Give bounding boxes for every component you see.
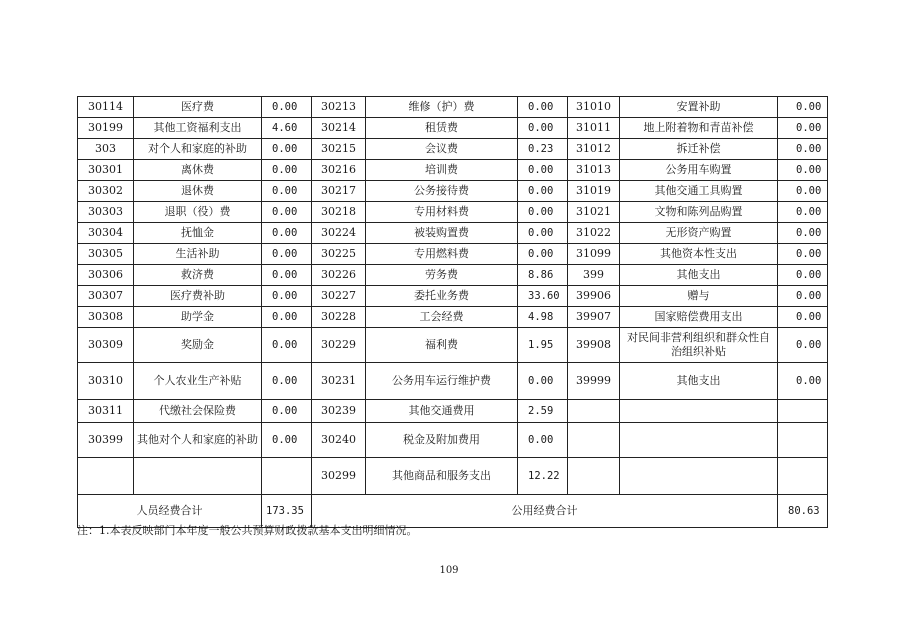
- cell-econ-code: 31011: [568, 118, 620, 139]
- cell-econ-code: [568, 458, 620, 495]
- table-row: [78, 400, 828, 423]
- cell-item-name: 国家赔偿费用支出: [620, 307, 778, 328]
- cell-econ-code: 30228: [312, 307, 366, 328]
- cell-item-name: 培训费: [366, 160, 518, 181]
- cell-item-name: 公务用车运行维护费: [366, 363, 518, 400]
- cell-amount: 0.00: [262, 307, 312, 328]
- cell-amount: 0.00: [518, 363, 568, 400]
- cell-econ-code: 30199: [78, 118, 134, 139]
- cell-amount: 0.00: [518, 223, 568, 244]
- cell-econ-code: 30302: [78, 181, 134, 202]
- cell-item-name: 劳务费: [366, 265, 518, 286]
- cell-item-name: 医疗费补助: [134, 286, 262, 307]
- cell-econ-code: 30226: [312, 265, 366, 286]
- cell-item-name: 抚恤金: [134, 223, 262, 244]
- cell-amount: 2.59: [518, 400, 568, 423]
- cell-econ-code: 30308: [78, 307, 134, 328]
- cell-item-name: 其他交通工具购置: [620, 181, 778, 202]
- cell-econ-code: 39908: [568, 328, 620, 363]
- cell-item-name: [620, 423, 778, 458]
- cell-amount: 0.00: [778, 139, 828, 160]
- cell-amount: 0.00: [262, 97, 312, 118]
- cell-item-name: 其他对个人和家庭的补助: [134, 423, 262, 458]
- cell-item-name: 公务接待费: [366, 181, 518, 202]
- cell-econ-code: 31021: [568, 202, 620, 223]
- cell-econ-code: 30225: [312, 244, 366, 265]
- cell-amount: 4.98: [518, 307, 568, 328]
- table-row: [78, 458, 828, 495]
- cell-amount: 0.00: [778, 160, 828, 181]
- cell-amount: 0.23: [518, 139, 568, 160]
- cell-econ-code: 30307: [78, 286, 134, 307]
- cell-econ-code: 30299: [312, 458, 366, 495]
- cell-econ-code: 30224: [312, 223, 366, 244]
- table-row: [78, 97, 828, 118]
- cell-item-name: 助学金: [134, 307, 262, 328]
- cell-amount: 0.00: [262, 328, 312, 363]
- table-body: [78, 97, 828, 528]
- cell-item-name: 会议费: [366, 139, 518, 160]
- cell-amount: 0.00: [778, 97, 828, 118]
- cell-amount: 0.00: [778, 244, 828, 265]
- table-row: [78, 118, 828, 139]
- cell-amount: 0.00: [778, 265, 828, 286]
- cell-econ-code: 31099: [568, 244, 620, 265]
- cell-amount: 12.22: [518, 458, 568, 495]
- table-row: [78, 223, 828, 244]
- table-row: [78, 328, 828, 363]
- cell-item-name: 公务用车购置: [620, 160, 778, 181]
- cell-amount: 0.00: [778, 181, 828, 202]
- cell-amount: 0.00: [262, 244, 312, 265]
- cell-item-name: 文物和陈列品购置: [620, 202, 778, 223]
- cell-item-name: 专用燃料费: [366, 244, 518, 265]
- cell-amount: 0.00: [262, 286, 312, 307]
- cell-amount: [262, 458, 312, 495]
- cell-item-name: [620, 458, 778, 495]
- cell-item-name: 其他工资福利支出: [134, 118, 262, 139]
- cell-item-name: 其他资本性支出: [620, 244, 778, 265]
- page-number: 109: [439, 565, 459, 576]
- cell-item-name: 其他支出: [620, 265, 778, 286]
- cell-amount: 0.00: [262, 223, 312, 244]
- cell-item-name: [620, 400, 778, 423]
- cell-econ-code: 30303: [78, 202, 134, 223]
- cell-item-name: 维修（护）费: [366, 97, 518, 118]
- cell-item-name: 个人农业生产补贴: [134, 363, 262, 400]
- cell-item-name: 其他支出: [620, 363, 778, 400]
- cell-econ-code: [568, 400, 620, 423]
- cell-econ-code: 30217: [312, 181, 366, 202]
- cell-econ-code: 30239: [312, 400, 366, 423]
- personnel-total-value: 173.35: [262, 495, 312, 528]
- cell-amount: 0.00: [518, 160, 568, 181]
- table-row: [78, 363, 828, 400]
- cell-amount: 0.00: [518, 97, 568, 118]
- cell-amount: 0.00: [262, 202, 312, 223]
- cell-amount: 8.86: [518, 265, 568, 286]
- cell-amount: 1.95: [518, 328, 568, 363]
- cell-econ-code: 31019: [568, 181, 620, 202]
- cell-econ-code: 30214: [312, 118, 366, 139]
- cell-item-name: 奖励金: [134, 328, 262, 363]
- footnote: 注：1.本表反映部门本年度一般公共预算财政拨款基本支出明细情况。: [77, 524, 418, 537]
- expenditure-table: [77, 96, 828, 528]
- cell-item-name: 退职（役）费: [134, 202, 262, 223]
- cell-econ-code: 399: [568, 265, 620, 286]
- cell-econ-code: 31013: [568, 160, 620, 181]
- cell-econ-code: 31010: [568, 97, 620, 118]
- cell-amount: 0.00: [778, 202, 828, 223]
- cell-amount: 0.00: [778, 118, 828, 139]
- cell-amount: 0.00: [778, 363, 828, 400]
- table-row: [78, 286, 828, 307]
- cell-amount: 0.00: [518, 244, 568, 265]
- cell-amount: 0.00: [262, 265, 312, 286]
- cell-item-name: 工会经费: [366, 307, 518, 328]
- cell-item-name: 委托业务费: [366, 286, 518, 307]
- cell-amount: [778, 400, 828, 423]
- public-total-label: 公用经费合计: [312, 495, 778, 528]
- cell-amount: 0.00: [518, 118, 568, 139]
- cell-item-name: 救济费: [134, 265, 262, 286]
- cell-amount: 0.00: [518, 181, 568, 202]
- cell-amount: 0.00: [778, 223, 828, 244]
- cell-item-name: 被装购置费: [366, 223, 518, 244]
- cell-econ-code: 31012: [568, 139, 620, 160]
- cell-econ-code: [78, 458, 134, 495]
- cell-econ-code: [568, 423, 620, 458]
- cell-amount: [778, 423, 828, 458]
- cell-econ-code: 30216: [312, 160, 366, 181]
- cell-amount: 0.00: [262, 139, 312, 160]
- cell-item-name: 离休费: [134, 160, 262, 181]
- cell-econ-code: 30240: [312, 423, 366, 458]
- table-row: [78, 423, 828, 458]
- cell-item-name: 其他商品和服务支出: [366, 458, 518, 495]
- cell-item-name: 对个人和家庭的补助: [134, 139, 262, 160]
- table-row: [78, 181, 828, 202]
- cell-item-name: 地上附着物和青苗补偿: [620, 118, 778, 139]
- cell-amount: 0.00: [262, 400, 312, 423]
- cell-item-name: 税金及附加费用: [366, 423, 518, 458]
- cell-item-name: [134, 458, 262, 495]
- cell-item-name: 福利费: [366, 328, 518, 363]
- cell-amount: 0.00: [262, 363, 312, 400]
- cell-econ-code: 30218: [312, 202, 366, 223]
- cell-item-name: 赠与: [620, 286, 778, 307]
- cell-amount: 33.60: [518, 286, 568, 307]
- cell-econ-code: 30306: [78, 265, 134, 286]
- cell-econ-code: 30311: [78, 400, 134, 423]
- cell-item-name: 安置补助: [620, 97, 778, 118]
- public-total-value: 80.63: [778, 495, 828, 528]
- personnel-total-label: 人员经费合计: [78, 495, 262, 528]
- cell-econ-code: 30227: [312, 286, 366, 307]
- cell-item-name: 拆迁补偿: [620, 139, 778, 160]
- cell-econ-code: 30301: [78, 160, 134, 181]
- cell-econ-code: 39999: [568, 363, 620, 400]
- cell-item-name: 无形资产购置: [620, 223, 778, 244]
- cell-amount: [778, 458, 828, 495]
- cell-econ-code: 31022: [568, 223, 620, 244]
- cell-econ-code: 303: [78, 139, 134, 160]
- table-row: [78, 139, 828, 160]
- table-row: [78, 160, 828, 181]
- cell-amount: 0.00: [518, 423, 568, 458]
- cell-econ-code: 30309: [78, 328, 134, 363]
- cell-amount: 0.00: [778, 307, 828, 328]
- cell-item-name: 租赁费: [366, 118, 518, 139]
- cell-item-name: 对民间非营利组织和群众性自治组织补贴: [620, 328, 778, 363]
- cell-item-name: 生活补助: [134, 244, 262, 265]
- cell-item-name: 医疗费: [134, 97, 262, 118]
- cell-amount: 0.00: [262, 160, 312, 181]
- table-row: [78, 244, 828, 265]
- cell-amount: 0.00: [778, 286, 828, 307]
- cell-econ-code: 30215: [312, 139, 366, 160]
- cell-econ-code: 30229: [312, 328, 366, 363]
- cell-amount: 0.00: [262, 181, 312, 202]
- table-row: [78, 202, 828, 223]
- table-row: [78, 265, 828, 286]
- cell-econ-code: 30305: [78, 244, 134, 265]
- cell-item-name: 其他交通费用: [366, 400, 518, 423]
- cell-item-name: 代缴社会保险费: [134, 400, 262, 423]
- table-row: [78, 307, 828, 328]
- cell-econ-code: 39907: [568, 307, 620, 328]
- cell-item-name: 退休费: [134, 181, 262, 202]
- cell-amount: 4.60: [262, 118, 312, 139]
- cell-econ-code: 30310: [78, 363, 134, 400]
- cell-amount: 0.00: [262, 423, 312, 458]
- cell-amount: 0.00: [518, 202, 568, 223]
- cell-item-name: 专用材料费: [366, 202, 518, 223]
- cell-econ-code: 30399: [78, 423, 134, 458]
- cell-econ-code: 30213: [312, 97, 366, 118]
- cell-econ-code: 30304: [78, 223, 134, 244]
- cell-amount: 0.00: [778, 328, 828, 363]
- cell-econ-code: 30231: [312, 363, 366, 400]
- cell-econ-code: 39906: [568, 286, 620, 307]
- cell-econ-code: 30114: [78, 97, 134, 118]
